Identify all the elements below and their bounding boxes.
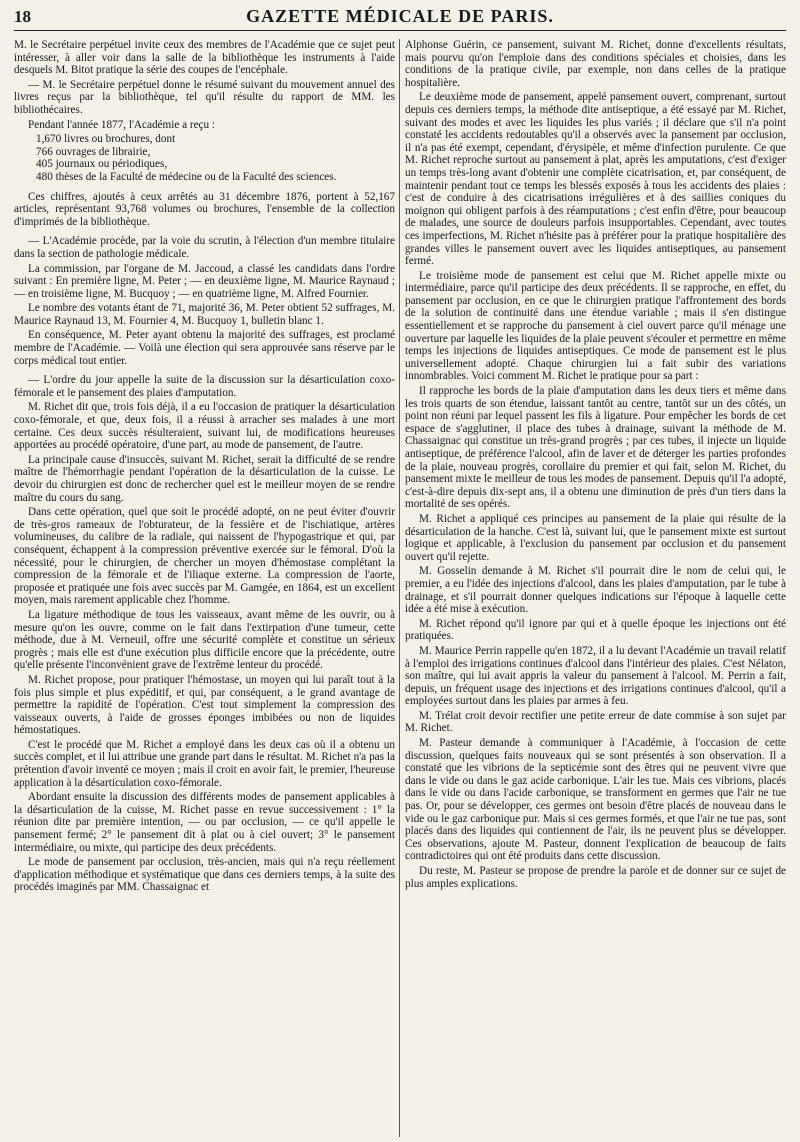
paragraph: Du reste, M. Pasteur se propose de prendre la parole et de donner sur ce sujet de plus amples explications.: [405, 865, 786, 890]
paragraph: La principale cause d'insuccès, suivant M. Richet, serait la difficulté de se rendre maître de l'hémorrhagie pendant l'opération de la désarticulation de la cuisse. Le devoir du chirurgien est donc de rechercher quel est le meilleur moyen de se rendre maître du cours du sang.: [14, 453, 395, 504]
text-columns: [14, 39, 786, 1137]
paragraph: C'est le procédé que M. Richet a employé dans les deux cas où il a obtenu un succès complet, et il lui attribue une grande part dans le résultat. M. Richet n'a pas la prétention d'avoir inventé ce moyen ; mais il croit en avoir fait, le premier, l'heureuse application à la désarticulation coxo-fémorale.: [14, 738, 395, 789]
paragraph: — L'Académie procède, par la voie du scrutin, à l'élection d'un membre titulaire dans la section de pathologie médicale.: [14, 235, 395, 260]
paragraph: Le nombre des votants étant de 71, majorité 36, M. Peter obtient 52 suffrages, M. Maurice Raynaud 13, M. Fournier 4, M. Bucquoy 1, bulletin blanc 1.: [14, 302, 395, 327]
paragraph: Le troisième mode de pansement est celui que M. Richet appelle mixte ou intermédiaire, parce qu'il participe des deux précédents. Il se rapproche, en effet, du pansement par occlusion, en ce que le chirurgien pratique l'affrontement des bords de la solution de continuité dans une étendue variable ; mais il s'en distingue essentiellement et se rapproche du pansement à ciel ouvert parce qu'il ménage une ouverture par laquelle les liquides de la plaie peuvent s'écouler et permettre en même temps les injections de liquides antiseptiques. Ce mode de pansement est le plus universellement adopté. Chaque chirurgien lui a fait subir des variations innombrables. Voici comment M. Richet le pratique pour sa part :: [405, 269, 786, 383]
page-number: 18: [14, 7, 31, 26]
paragraph: Pendant l'année 1877, l'Académie a reçu :: [28, 118, 215, 131]
paragraph: Dans cette opération, quel que soit le procédé adopté, on ne peut éviter d'ouvrir de très-gros rameaux de l'obturateur, de la fessière et de l'ischiatique, artères volumineuses, du calibre de la radiale, qui naissent de l'hypogastrique et qui, par conséquent, échappent à la compression préventive exercée sur le fémoral. D'où la nécessité, pour le chirurgien, de chercher un moyen d'hémostase complétant la compression de la fémorale et de l'iliaque externe. La compression de l'aorte, proposée et pratiquée une fois avec succès par M. Gamgée, en 1864, est un excellent moyen, mais rarement applicable chez l'homme.: [14, 506, 395, 607]
paragraph: Le mode de pansement par occlusion, très-ancien, mais qui n'a reçu réellement d'application méthodique et systématique que dans ces derniers temps, à la suite des procédés imaginés par MM. Chassaignac et: [14, 856, 395, 894]
paragraph: M. Trélat croit devoir rectifier une petite erreur de date commise à son sujet par M. Richet.: [405, 709, 786, 735]
paragraph: M. Gosselin demande à M. Richet s'il pourrait dire le nom de celui qui, le premier, a eu l'idée des injections d'alcool, dans les plaies d'amputation, par le tube à drainage, et s'il pourrait donner quelques indications sur l'époque à laquelle cette idée a été mise à exécution.: [405, 565, 786, 616]
stat-line: 1,670 livres ou brochures, dont: [36, 133, 176, 146]
paragraph: M. Richet dit que, trois fois déjà, il a eu l'occasion de pratiquer la désarticulation coxo-fémorale, et que, deux fois, il a réussi à arracher ses malades à une mort certaine. Ces deux succès résulteraient, suivant lui, de modifications heureuses apportées au procédé opératoire, d'une part, au mode de pansement, de l'autre.: [14, 401, 395, 452]
left-column: [14, 39, 395, 1137]
paragraph: Abordant ensuite la discussion des différents modes de pansement applicables à la désarticulation de la cuisse, M. Richet passe en revue successivement : 1° la réunion dite par première intention, — ou par occlusion, — ce qu'il appelle le pansement fermé; 2° le pansement dit à plat ou à ciel ouvert; 3° le pansement intermédiaire, ou mixte, qui participe des deux précédents.: [14, 791, 395, 854]
stat-line: 480 thèses de la Faculté de médecine ou de la Faculté des sciences.: [36, 170, 337, 183]
paragraph: Il rapproche les bords de la plaie d'amputation dans les deux tiers et même dans les trois quarts de son étendue, laissant tantôt au centre, tantôt sur un des côtés, un point non réuni par lequel passent les fils à ligature. Pour empêcher les bords de cet espace de s'agglutiner, il place des tubes à drainage, suivant la méthode de M. Chassaignac qui constitue un très-grand progrès ; par ces tubes, il injecte un liquide antiseptique, de préférence l'alcool, afin de laver et de déterger les parties profondes de la plaie, nouveau progrès, corollaire du premier et qui fait, selon M. Richet, du pansement mixte le meilleur de tous les modes de pansement. Depuis qu'il l'a adopté, c'est-à-dire depuis dix-sept ans, il a obtenu une diminution de près d'un tiers dans la mortalité de ses opérés.: [405, 385, 786, 511]
right-column: [405, 39, 786, 1137]
paragraph: Ces chiffres, ajoutés à ceux arrêtés au 31 décembre 1876, portent à 52,167 articles, représentant 93,768 volumes ou brochures, l'ensemble de la collection d'imprimés de la bibliothèque.: [14, 190, 395, 228]
paragraph: — M. le Secrétaire perpétuel donne le résumé suivant du mouvement annuel des livres reçus par la bibliothèque, tel qu'il résulte du rapport de MM. les bibliothécaires.: [14, 78, 395, 116]
paragraph: M. Maurice Perrin rappelle qu'en 1872, il a lu devant l'Académie un travail relatif à l'emploi des irrigations continues d'alcool dans l'intérieur des plaies. C'est Nélaton, son maître, qui lui avait appris la valeur du pansement à l'alcool. M. Perrin a fait, depuis, un fréquent usage des injections et des irrigations continues d'alcool, qu'il a employées surtout dans les plaies par armes à feu.: [405, 644, 786, 708]
paragraph: M. Richet a appliqué ces principes au pansement de la plaie qui résulte de la désarticulation de la hanche. C'est là, suivant lui, que le pansement mixte est surtout logique et applicable, à l'exclusion du pansement par occlusion et du pansement ouvert qu'il rejette.: [405, 512, 786, 563]
journal-title: GAZETTE MÉDICALE DE PARIS.: [246, 6, 554, 26]
paragraph: M. Pasteur demande à communiquer à l'Académie, à l'occasion de cette discussion, quelques faits nouveaux qui se sont présentés à son observation. Il a constaté que les vibrions de la septicémie sont des êtres qui ne peuvent vivre que dans le vide ou dans le gaz acide carbonique. L'air les tue. Mais ces vibrions, placés dans le vide ou dans l'acide carbonique, se transforment en germes que l'air ne tue pas. Or, pour se développer, ces germes ont besoin d'être placés de nouveau dans le vide ou le gaz carbonique pur. Mais si ces germes formés, et que l'air ne tue pas, sont placés dans des liquides qui contiennent de l'air, ils ne peuvent plus se développer. Ces observations, ajoute M. Pasteur, donnent l'explication de beaucoup de faits contradictoires qui ont été produits dans cette discussion.: [405, 737, 786, 863]
stat-line: 766 ouvrages de librairie,: [36, 145, 151, 158]
paragraph: M. le Secrétaire perpétuel invite ceux des membres de l'Académie que ce sujet peut intéresser, à aller voir dans la salle de la bibliothèque les instruments à l'aide desquels M. Bitot pratique la série des coupes de l'encéphale.: [14, 39, 395, 77]
stat-line: 405 journaux ou périodiques,: [36, 158, 168, 171]
page-header: [14, 6, 786, 31]
paragraph: Le deuxième mode de pansement, appelé pansement ouvert, comprenant, surtout depuis ces derniers temps, la méthode dite antiseptique, a été essayé par M. Richet, suivant des modes et avec les liquides les plus variés ; il déclare que s'il n'a point constaté les accidents redoutables qu'il a observés avec la pansement par occlusion, il n'a pas été exempt, cependant, d'érysipèle, et même d'infection purulente. Ce que M. Richet reproche surtout au pansement à plat, après les amputations, c'est d'exiger un temps très-long avant d'obtenir une complète cicatrisation, et, par conséquent, de maintenir pendant tout ce temps les blessés exposés à tous les accidents des plaies : c'est de conduire à des cicatrisations irrégulières et à des saillies coniques du moignon qui obligent parfois à des réamputations ; c'est enfin d'être, pour beaucoup de malades, une source de douleurs parfois insupportables. Cependant, avec toutes ces imperfections, M. Richet n'hésite pas à préférer pour la pratique hospitalière des grandes villes le pansement ouvert avec les liquides antiseptiques, au pansement fermé.: [405, 91, 786, 268]
paragraph: M. Richet propose, pour pratiquer l'hémostase, un moyen qui lui paraît tout à la fois plus simple et plus expéditif, et qui, par conséquent, a le grand avantage de permettre la rapidité de l'opération. C'est tout simplement la compression des vaisseaux ouverts, à l'aide de grosses éponges imbibées ou non de liquides hémostatiques.: [14, 673, 395, 737]
paragraph: M. Richet répond qu'il ignore par qui et à quelle époque les injections ont été pratiquées.: [405, 617, 786, 643]
paragraph: Alphonse Guérin, ce pansement, suivant M. Richet, donne d'excellents résultats, mais pourvu qu'on l'emploie dans des conditions spéciales et choisies, dans les conditions de la pratique civile, par exemple, non dans celles de la pratique hospitalière.: [405, 39, 786, 89]
paragraph: En conséquence, M. Peter ayant obtenu la majorité des suffrages, est proclamé membre de l'Académie. — Voilà une élection qui sera approuvée sans réserve par le corps médical tout entier.: [14, 329, 395, 367]
paragraph: La ligature méthodique de tous les vaisseaux, avant même de les ouvrir, ou à mesure qu'on les ouvre, comme on le fait dans l'extirpation d'une tumeur, cette méthode, due à M. Verneuil, offre une sécurité complète et constitue un sérieux progrès ; mais elle est d'une exécution plus difficile encore que la précédente, outre qu'elle présente l'inconvénient grave de l'extrême lenteur du procédé.: [14, 608, 395, 672]
paragraph: La commission, par l'organe de M. Jaccoud, a classé les candidats dans l'ordre suivant : En première ligne, M. Peter ; — en deuxième ligne, M. Maurice Raynaud ; — en troisième ligne, M. Bucquoy ; — en quatrième ligne, M. Alfred Fournier.: [14, 262, 395, 300]
paragraph: — L'ordre du jour appelle la suite de la discussion sur la désarticulation coxo-fémorale et le pansement des plaies d'amputation.: [14, 374, 395, 399]
